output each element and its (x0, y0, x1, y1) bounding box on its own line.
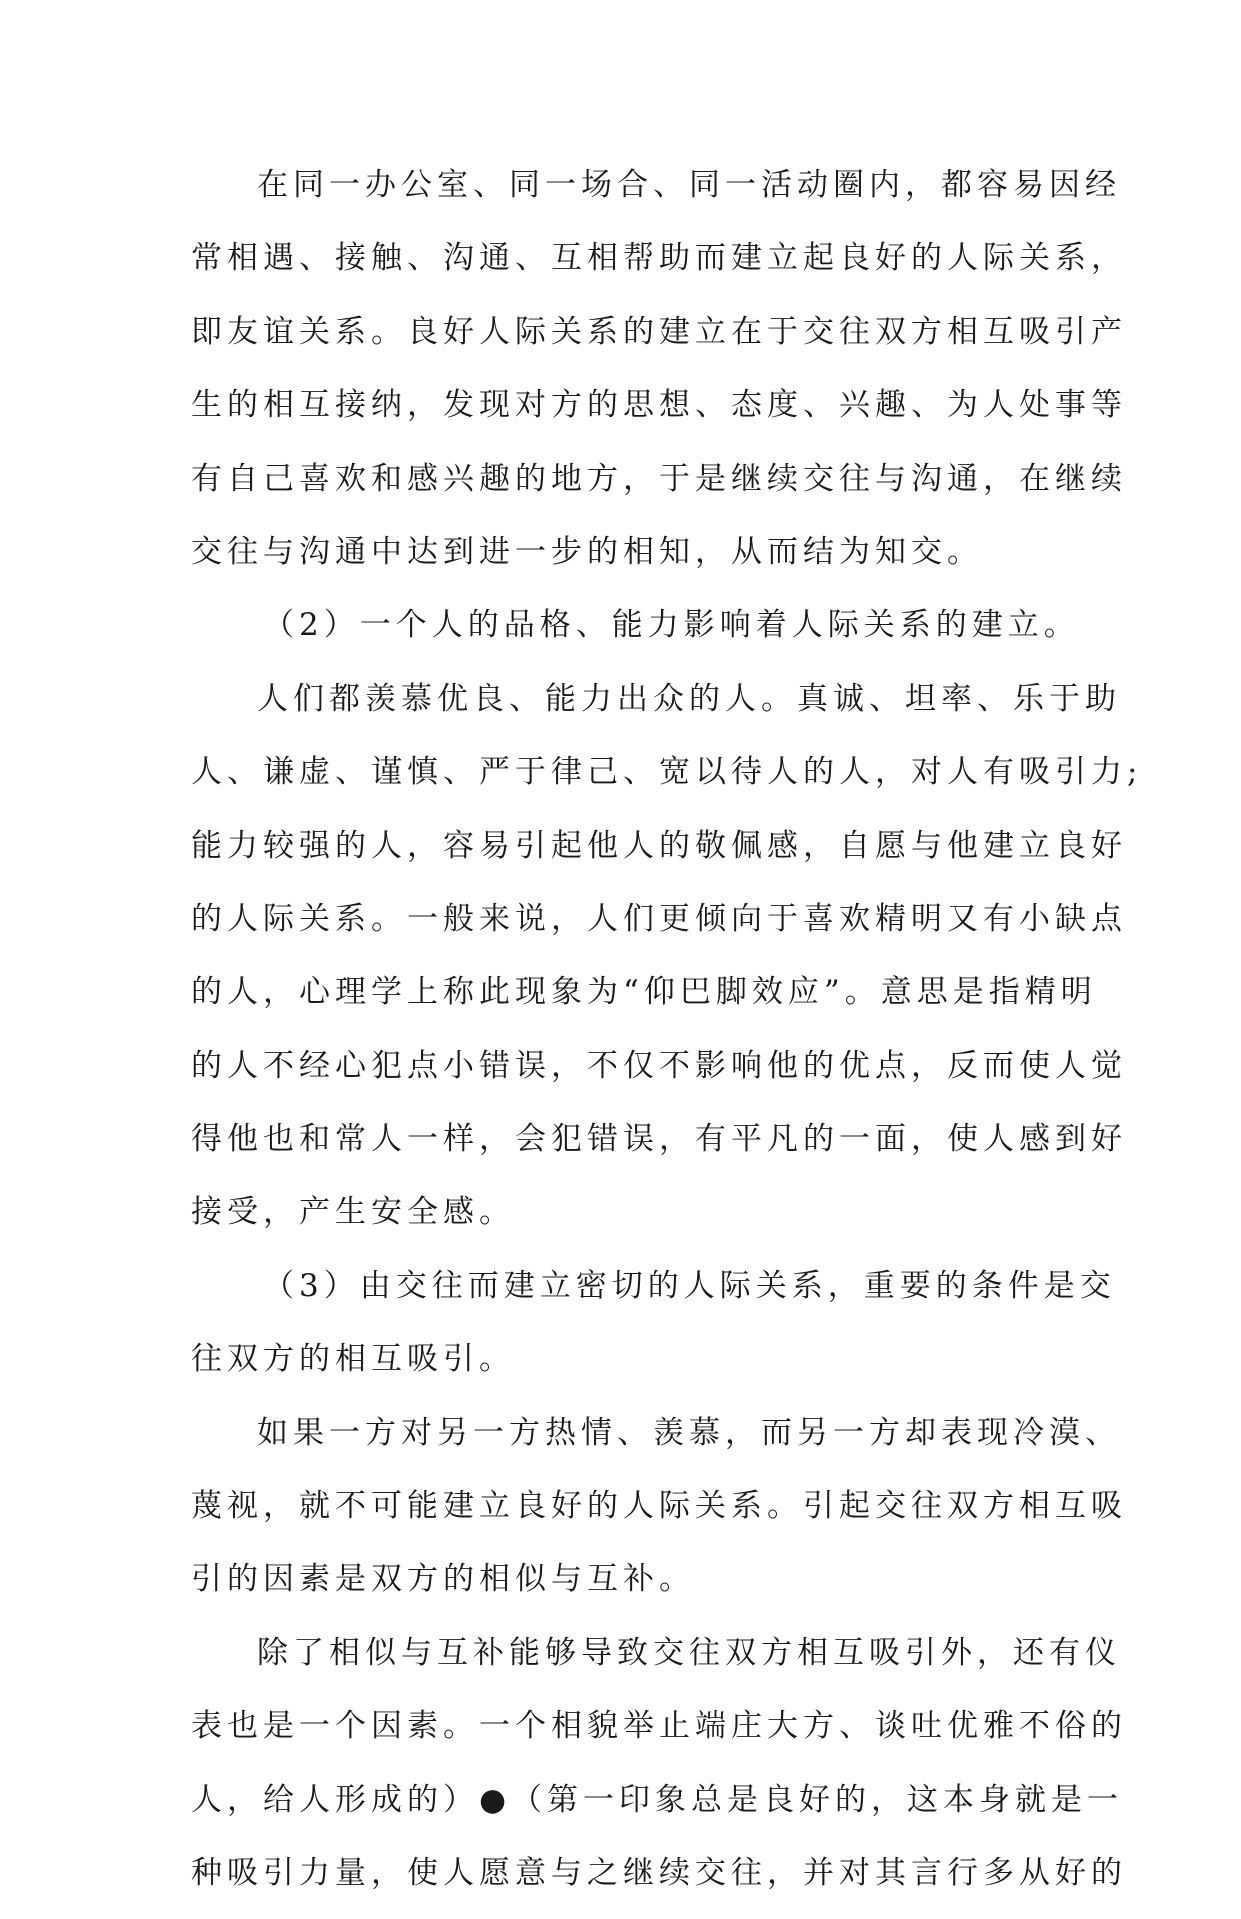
text-line: 交往与沟通中达到进一步的相知，从而结为知交。 (191, 533, 983, 570)
text-line: 人、谦虚、谨慎、严于律己、宽以待人的人，对人有吸引力; (191, 754, 1143, 791)
text-line: 有自己喜欢和感兴趣的地方，于是继续交往与沟通，在继续 (191, 460, 1127, 497)
text-line: 人们都羡慕优良、能力出众的人。真诚、坦率、乐于助 (257, 680, 1121, 717)
text-line: 生的相互接纳，发现对方的思想、态度、兴趣、为人处事等 (191, 387, 1127, 424)
text-line: 种吸引力量，使人愿意与之继续交往，并对其言行多从好的 (191, 1854, 1127, 1891)
text-line: 接受，产生安全感。 (191, 1194, 515, 1231)
document-body (191, 158, 1143, 1919)
section-heading: （3）由交往而建立密切的人际关系，重要的条件是交 (263, 1267, 1116, 1304)
text-line: 在同一办公室、同一场合、同一活动圈内，都容易因经 (257, 167, 1121, 203)
text-line: 的人际关系。一般来说，人们更倾向于喜欢精明又有小缺点 (191, 900, 1127, 937)
text-line: 人，给人形成的）●（第一印象总是良好的，这本身就是一 (191, 1781, 1124, 1818)
text-line: 引的因素是双方的相似与互补。 (191, 1561, 695, 1598)
text-line: 除了相似与互补能够导致交往双方相互吸引外，还有仪 (257, 1634, 1121, 1671)
text-line: 常相遇、接触、沟通、互相帮助而建立起良好的人际关系， (191, 240, 1127, 277)
text-line: 往双方的相互吸引。 (191, 1341, 515, 1378)
text-line: 即友谊关系。良好人际关系的建立在于交往双方相互吸引产 (191, 313, 1127, 350)
text-line: 的人不经心犯点小错误，不仅不影响他的优点，反而使人觉 (191, 1047, 1127, 1084)
text-line: 如果一方对另一方热情、羡慕，而另一方却表现冷漠、 (257, 1414, 1121, 1451)
text-line: 能力较强的人，容易引起他人的敬佩感，自愿与他建立良好 (191, 827, 1127, 864)
text-line: 蔑视，就不可能建立良好的人际关系。引起交往双方相互吸 (191, 1488, 1127, 1525)
section-heading: （2）一个人的品格、能力影响着人际关系的建立。 (263, 607, 1080, 644)
text-line: 表也是一个因素。一个相貌举止端庄大方、谈吐优雅不俗的 (191, 1708, 1127, 1745)
text-line: 的人，心理学上称此现象为“仰巴脚效应”。意思是指精明 (191, 974, 1097, 1011)
text-line: 得他也和常人一样，会犯错误，有平凡的一面，使人感到好 (191, 1121, 1127, 1158)
